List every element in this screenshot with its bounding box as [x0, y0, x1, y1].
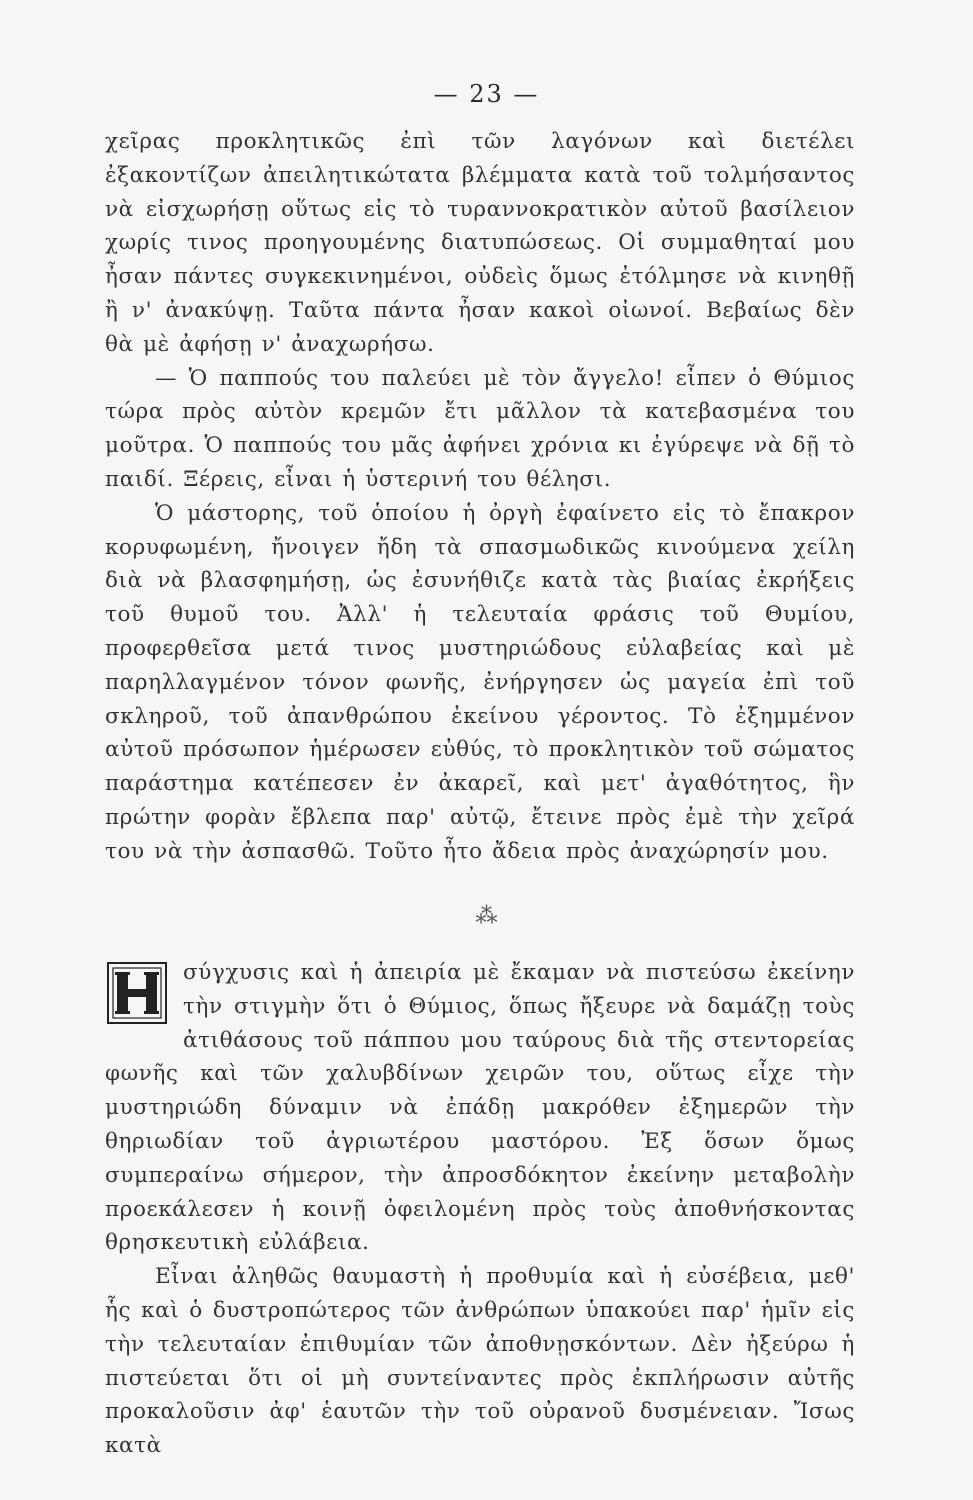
paragraph-1: χεῖρας προκλητικῶς ἐπὶ τῶν λαγόνων καὶ διετέλει ἐξακοντίζων ἀπειλητικώτατα βλέμματα κατὰ τοῦ τολμήσαντος νὰ εἰσχωρήσῃ οὕτως εἰς τὸ τυραννοκρατικὸν αὐτοῦ βασίλειον χωρίς τινος προηγουμένης διατυπώσεως. Οἱ συμμαθηταί μου ἦσαν πάντες συγκεκινημένοι, οὐδεὶς ὅμως ἐτόλμησε νὰ κινηθῇ ἢ ν' ἀνακύψῃ. Ταῦτα πάντα ἦσαν κακοὶ οἰωνοί. Βεβαίως δὲν θὰ μὲ ἀφήσῃ ν' ἀναχωρήσω.	[105, 129, 855, 357]
body-text	[105, 125, 855, 869]
paragraph-3: Ὁ μάστορης, τοῦ ὁποίου ἡ ὀργὴ ἐφαίνετο εἰς τὸ ἔπακρον κορυφωμένη, ἤνοιγεν ἤδη τὰ σπασμωδικῶς κινούμενα χείλη διὰ νὰ βλασφημήσῃ, ὡς ἐσυνήθιζε κατὰ τὰς βιαίας ἐκρήξεις τοῦ θυμοῦ του. Ἀλλ' ἡ τελευταία φράσις τοῦ Θυμίου, προφερθεῖσα μετά τινος μυστηριώδους εὐλαβείας καὶ μὲ παρηλλαγμένον τόνον φωνῆς, ἐνήργησεν ὡς μαγεία ἐπὶ τοῦ σκληροῦ, τοῦ ἀπανθρώπου ἐκείνου γέροντος. Τὸ ἐξημμένον αὐτοῦ πρόσωπον ἡμέρωσεν εὐθύς, τὸ προκλητικὸν τοῦ σώματος παράστημα κατέπεσεν ἐν ἀκαρεῖ, καὶ μετ' ἀγαθότητος, ἣν πρώτην φορὰν ἔβλεπα παρ' αὐτῷ, ἔτεινε πρὸς ἐμὲ τὴν χεῖρά του νὰ τὴν ἀσπασθῶ. Τοῦτο ἦτο ἄδεια πρὸς ἀναχώρησίν μου.	[105, 500, 855, 864]
asterism-icon: ⁂	[475, 904, 498, 929]
paragraph-2: — Ὁ παππούς του παλεύει μὲ τὸν ἄγγελο! εἶπεν ὁ Θύμιος τώρα πρὸς αὐτὸν κρεμῶν ἔτι μᾶλλον τὰ κατεβασμένα του μοῦτρα. Ὁ παππούς του μᾶς ἀφήνει χρόνια κι ἐγύρεψε νὰ δῇ τὸ παιδί. Ξέρεις, εἶναι ἡ ὑστερινή του θέλησι.	[105, 365, 855, 492]
dropcap-initial	[107, 962, 167, 1024]
section-paragraph-1	[105, 956, 855, 1260]
dropcap-eta-icon	[107, 962, 167, 1024]
section-paragraph-2: Εἶναι ἀληθῶς θαυμαστὴ ἡ προθυμία καὶ ἡ εὐσέβεια, μεθ' ἧς καὶ ὁ δυστροπώτερος τῶν ἀνθρώπων ὑπακούει παρ' ἡμῖν εἰς τὴν τελευταίαν ἐπιθυμίαν τῶν ἀποθνῃσκόντων. Δὲν ἠξεύρω ἡ πιστεύεται ὅτι οἱ μὴ συντείναντες πρὸς ἐκπλήρωσιν αὐτῆς προκαλοῦσιν ἀφ' ἑαυτῶν τὴν τοῦ οὐρανοῦ δυσμένειαν. Ἴσως κατὰ	[105, 1264, 855, 1459]
section-divider	[0, 906, 973, 928]
section-paragraph-1-text: σύγχυσις καὶ ἡ ἀπειρία μὲ ἔκαμαν νὰ πιστεύσω ἐκείνην τὴν στιγμὴν ὅτι ὁ Θύμιος, ὅπως ἤξευρε νὰ δαμάζῃ τοὺς ἀτιθάσους τοῦ πάππου μου ταύρους διὰ τῆς στεντορείας φωνῆς καὶ τῶν χαλυβδίνων χειρῶν του, οὕτως εἶχε τὴν μυστηριώδη δύναμιν νὰ ἐπάδῃ μακρόθεν ἐξημερῶν τὴν θηριωδίαν τοῦ ἀγριωτέρου μαστόρου. Ἐξ ὅσων ὅμως συμπεραίνω σήμερον, τὴν ἀπροσδόκητον ἐκείνην μεταβολὴν προεκάλεσεν ἡ κοινῇ ὀφειλομένη πρὸς τοὺς ἀποθνήσκοντας θρησκευτικὴ εὐλάβεια.	[105, 960, 855, 1256]
page-number: — 23 —	[433, 80, 540, 108]
section-text	[105, 956, 855, 1463]
